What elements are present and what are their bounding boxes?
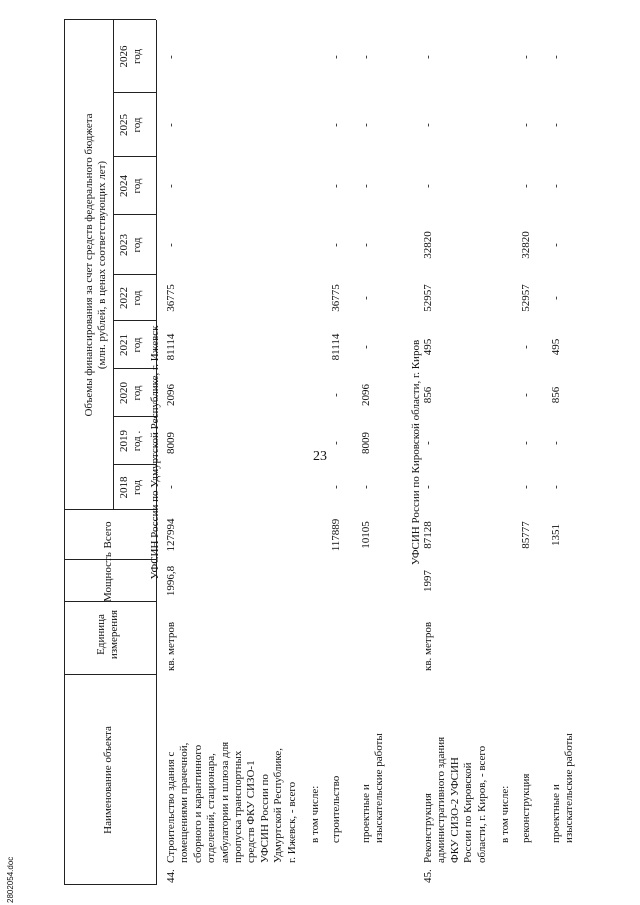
year-header: 2019	[118, 430, 130, 452]
footer-document-id: 2802054.doc	[6, 856, 15, 903]
subrow-value: -	[549, 485, 562, 489]
subrow-name: строительство	[330, 775, 343, 843]
item-name: России по Кировской	[462, 762, 475, 863]
item-value: -	[165, 243, 177, 247]
section-title: УФСИН России по Кировской области, г. Киров	[410, 339, 422, 566]
item-name: административного здания	[435, 736, 448, 863]
year-unit-header: год .	[131, 430, 143, 452]
subrow-value: -	[520, 345, 533, 349]
subrow-value: -	[549, 243, 562, 247]
item-value: -	[422, 485, 434, 489]
subrow-value: -	[330, 485, 343, 489]
subrow-value: 52957	[520, 284, 533, 312]
subrow-value: -	[330, 123, 343, 127]
subrow-value: -	[520, 123, 533, 127]
year-header: 2020	[118, 382, 130, 404]
item-value: -	[422, 184, 434, 188]
subrow-name: изыскательские работы	[563, 733, 576, 843]
subrow-value: 32820	[520, 231, 533, 259]
subrow-total: 85777	[520, 521, 533, 549]
name-column-header: Наименование объекта	[102, 726, 114, 834]
year-unit-header: год	[131, 337, 143, 353]
year-header: 2021	[118, 334, 130, 356]
item-value: -	[165, 55, 177, 59]
subrow-total: 1351	[549, 524, 562, 546]
capacity-column-header: Мощность	[102, 552, 114, 602]
item-value: -	[165, 123, 177, 127]
item-name: отделений, стационара,	[205, 753, 218, 863]
page-number: 23	[313, 449, 327, 464]
total-column-header: Всего	[102, 521, 114, 549]
item-unit: кв. метров	[165, 621, 177, 671]
table-top-rule	[64, 20, 65, 885]
year-unit-header: год	[131, 178, 143, 194]
item-value: -	[422, 123, 434, 127]
subrow-value: 36775	[330, 284, 343, 312]
subrow-value: -	[359, 184, 372, 188]
unit-column-header: Единица	[95, 614, 107, 655]
subrow-value: 856	[549, 386, 562, 404]
subrow-value: -	[520, 441, 533, 445]
subrow-value: -	[359, 243, 372, 247]
item-value: 32820	[422, 231, 434, 259]
item-value: 52957	[422, 284, 434, 312]
item-name: помещениями прачечной,	[178, 742, 191, 863]
subrow-value: 2096	[359, 384, 372, 406]
item-name: г. Ижевск, - всего	[285, 781, 298, 863]
including-label: в том числе:	[499, 785, 511, 843]
item-number: 44.	[165, 869, 177, 883]
item-number: 45.	[422, 869, 434, 883]
item-value: 495	[422, 338, 434, 356]
item-value: 8009	[165, 432, 177, 454]
year-unit-header: год	[131, 385, 143, 401]
unit-column-header: измерения	[108, 609, 121, 660]
item-value: 2096	[165, 384, 177, 406]
year-header: 2022	[118, 287, 130, 309]
item-value: 856	[422, 386, 434, 404]
item-unit: кв. метров	[422, 621, 434, 671]
subrow-total: 10105	[359, 521, 372, 549]
section-title: УФСИН России по Удмуртской Республике, г. Ижевск	[149, 325, 161, 580]
year-header: 2024	[118, 175, 130, 197]
funding-header-title: (млн. рублей, в ценах соответствующих лет)	[96, 160, 109, 370]
subrow-value: -	[520, 184, 533, 188]
years-header-rule	[113, 20, 114, 510]
year-header: 2023	[118, 234, 130, 256]
subrow-value: -	[330, 243, 343, 247]
item-name: УФСИН России по	[258, 774, 271, 863]
item-name: области, г. Киров, - всего	[475, 745, 488, 863]
item-name: Строительство здания с	[165, 751, 177, 863]
subrow-value: -	[330, 55, 343, 59]
item-name: средств ФКУ СИЗО-1	[245, 760, 258, 863]
subrow-value: 81114	[330, 333, 343, 361]
including-label: в том числе:	[309, 785, 321, 843]
item-capacity: 1996,8	[165, 565, 177, 597]
item-name: Реконструкция	[422, 793, 434, 863]
subrow-value: -	[549, 296, 562, 300]
item-name: амбулатории и шлюза для	[218, 741, 231, 863]
item-total: 127994	[165, 518, 177, 552]
funding-header-title: Объемы финансирования за счет средств федерального бюджета	[83, 113, 95, 417]
item-total: 87128	[422, 521, 434, 549]
subrow-value: -	[549, 123, 562, 127]
year-unit-header: год	[131, 479, 143, 496]
year-unit-header: год	[131, 290, 143, 306]
year-unit-header: год	[131, 117, 143, 133]
year-header: 2025	[118, 114, 130, 136]
year-header: 2026	[118, 45, 130, 68]
subrow-value: -	[330, 393, 343, 397]
subrow-name: проектные и	[359, 784, 372, 843]
item-name: Удмуртской Республике,	[272, 747, 285, 863]
subrow-name: реконструкция	[520, 773, 533, 843]
subrow-value: -	[520, 393, 533, 397]
item-value: -	[422, 55, 434, 59]
subrow-value: -	[330, 441, 343, 445]
subrow-value: -	[520, 485, 533, 489]
item-name: сборного и карантинного	[191, 744, 204, 863]
subrow-value: -	[359, 296, 372, 300]
subrow-name: проектные и	[549, 784, 562, 843]
item-value: 36775	[165, 284, 177, 312]
subrow-value: -	[359, 123, 372, 127]
subrow-value: -	[549, 55, 562, 59]
subrow-value: 8009	[359, 432, 372, 454]
subrow-total: 117889	[330, 518, 343, 552]
item-value: -	[165, 184, 177, 188]
subrow-value: -	[359, 345, 372, 349]
item-capacity: 1997	[422, 570, 434, 592]
subrow-value: -	[359, 55, 372, 59]
subrow-value: -	[359, 485, 372, 489]
subrow-value: -	[330, 184, 343, 188]
subrow-name: изыскательские работы	[373, 733, 386, 843]
item-value: -	[165, 485, 177, 489]
item-value: 81114	[165, 333, 177, 361]
item-name: ФКУ СИЗО-2 УФСИН	[448, 757, 461, 863]
year-unit-header: год	[131, 48, 143, 65]
subrow-value: 495	[549, 338, 562, 356]
subrow-value: -	[549, 441, 562, 445]
subrow-value: -	[549, 184, 562, 188]
item-value: -	[422, 441, 434, 445]
item-name: пропуска транспортных	[232, 750, 244, 863]
subrow-value: -	[520, 55, 533, 59]
year-unit-header: год	[131, 237, 143, 253]
year-header: 2018	[118, 476, 130, 499]
